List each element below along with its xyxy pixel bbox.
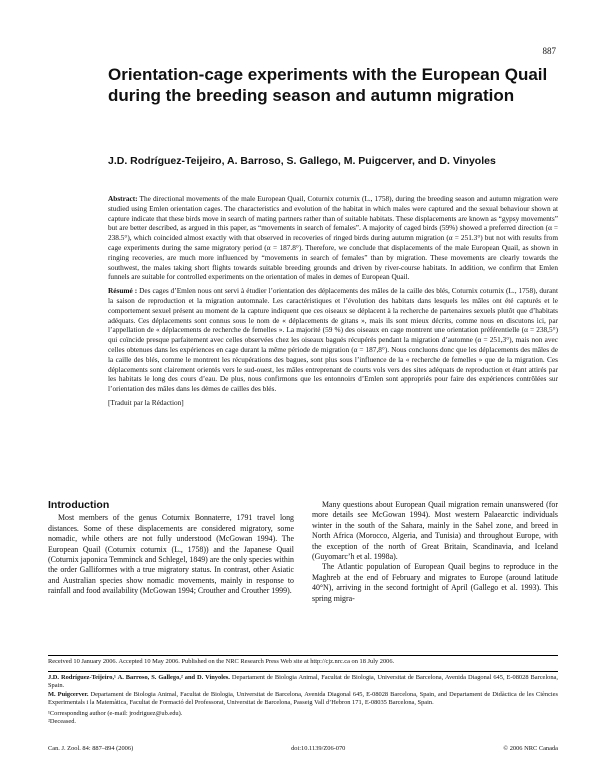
left-column bbox=[48, 500, 294, 604]
abstract-block bbox=[108, 194, 558, 412]
resume-text: Des cages d’Emlen nous ont servi à étudier l’orientation des déplacements des mâles de la caille des blés, Coturnix coturnix (L., 1758), durant la saison de reproduction et la migration automnale. Les caractéristiques et l’évolution des habitats dans lesquels les mâles ont été capturés et le comportement sexuel présent au moment de la capture indiquent que ces oiseaux se déplacent à la recherche de partenaires sexuels plutôt que d’habitats adéquats. Ces déplacements sont connus sous le nom de « déplacements de gitans », mais ils sont mieux décrits, comme nous en discutons ici, par l’appellation de « déplacements de recherche de femelles ». La majorité (59 %) des oiseaux en cage montrent une orientation préférentielle (α = 238,5°) qui coïncide presque parfaitement avec celles observées chez les oiseaux bagués récupérés pendant la migration d’automne (α = 251,3°), mais non avec celles obtenues dans les expériences en cage durant la même période de migration (α = 187,8°). Nous concluons donc que les déplacements des mâles de la caille des blés, comme le montrent les récupérations des bagues, sont plus sous l’influence de la « recherche de femelles » que de la migration. Ces déplacements sont clairement orientés vers le sud-ouest, les mâles entreprenant de courts vols vers des sites adéquats de reproduction et étant attirés par les habitats le long des cours d’eau. De plus, nous confirmons que les entonnoirs d’Emlen sont appropriés pour faire des expériences contrôlées sur l’orientation des mâles dans les dèmes de cailles des blés. bbox=[108, 286, 558, 394]
doi: doi:10.1139/Z06-070 bbox=[291, 745, 346, 752]
intro-paragraph-1: Most members of the genus Coturnix Bonnaterre, 1791 travel long distances. Some of these displacements are considered migratory, some nomadic, while others are not fully understood (McGowan 1994). The European Quail (Coturnix coturnix (L., 1758)) and the Japanese Quail (Coturnix japonica Temminck and Schlegel, 1849) are the only species within the order Galliformes with a true migratory status. In contrast, other Asiatic and Australian species show nomadic movements, mainly in response to rainfall and food availability (McGowan 1994; Crouther and Crouther 1999). bbox=[48, 513, 294, 596]
intro-paragraph-2: Many questions about European Quail migration remain unanswered (for more details see McGowan 1994). Most western Palaearctic individuals winter in the south of the Sahara, mainly in the Sahel zone, and breed in North Africa (Morocco, Algeria, and Tunisia) and throughout Europe, with the exception of the north of Great Britain, Scandinavia, and Iceland (Guyomarc’h et al. 1998a). bbox=[312, 500, 558, 562]
abstract-paragraph bbox=[108, 194, 558, 282]
journal-citation: Can. J. Zool. 84: 887–894 (2006) bbox=[48, 745, 134, 752]
affiliation-1-text: Departament de Biologia Animal, Facultat de Biologia, Universitat de Barcelona, Avenida Diagonal 645, E-08028 Barcelona, Spain. bbox=[48, 674, 558, 690]
body-columns bbox=[48, 500, 558, 604]
footnote-2: ²Deceased. bbox=[48, 718, 76, 726]
page-footer bbox=[48, 745, 558, 752]
divider bbox=[48, 671, 558, 672]
author-list: J.D. Rodríguez-Teijeiro, A. Barroso, S. Gallego, M. Puigcerver, and D. Vinyoles bbox=[108, 155, 496, 167]
affiliations-block bbox=[48, 674, 558, 727]
intro-paragraph-3: The Atlantic population of European Quail begins to reproduce in the Maghreb at the end of February and migrates to Europe (around latitude 40°N), arriving in the second fortnight of April (Gallego et al. 1993). This spring migra- bbox=[312, 562, 558, 603]
affiliation-2-text: Departament de Biologia Animal, Facultat de Biologia, Universitat de Barcelona, Avenida Diagonal 645, E-08028 Barcelona, Spain, and Departament de Didàctica de les Ciències Experimentals i la Matemàtica, Facultat de Formació del Professorat, Universitat de Barcelona, Passeig Vall d’Hebron 171, E-08035 Barcelona, Spain. bbox=[48, 690, 558, 706]
received-line: Received 10 January 2006. Accepted 10 May 2006. Published on the NRC Research Press Web site at http://cjz.nrc.ca on 18 July 2006. bbox=[48, 658, 395, 665]
affiliation-2 bbox=[48, 691, 558, 708]
affiliation-1-names: J.D. Rodríguez-Teijeiro,¹ A. Barroso, S. Gallego,² and D. Vinyoles. bbox=[48, 674, 230, 681]
footnote-1: ¹Corresponding author (e-mail: jrodriguez@ub.edu). bbox=[48, 710, 183, 718]
abstract-text: The directional movements of the male European Quail, Coturnix coturnix (L., 1758), during the breeding season and autumn migration were studied using Emlen orientation cages. The characteristics and evolution of the habitat in which males were captured and the sexual behaviour shown at capture indicate that these birds move in search of mating partners rather than of suitable habitats. These displacements are known as “gypsy movements” but are better described, as argued in this paper, as “movements in search of females”. A majority of caged birds (59%) showed a preferred direction (α = 238.5°), which coincided almost exactly with that observed in recoveries of ringed birds during autumn migration (α = 251.3°) but not with results from cage experiments during the same migratory period (α = 187.8°). Therefore, we conclude that displacements of the male European Quail, as shown in ringing recoveries, are much more influenced by “movements in search of females” than by migration. These movements are clearly towards the southwest, the males taking short flights towards suitable breeding grounds and driven by river-course habitats. In addition, we confirm that Emlen funnels are suitable for controlled experiments on the orientation of males in demes of European Quail. bbox=[108, 194, 558, 282]
divider bbox=[48, 655, 558, 656]
right-column bbox=[312, 500, 558, 604]
copyright: © 2006 NRC Canada bbox=[503, 745, 558, 752]
resume-paragraph bbox=[108, 286, 558, 394]
affiliation-2-names: M. Puigcerver. bbox=[48, 690, 89, 698]
article-title: Orientation-cage experiments with the European Quail during the breeding season and autumn migration bbox=[108, 65, 548, 105]
introduction-heading: Introduction bbox=[48, 499, 110, 511]
page-number: 887 bbox=[542, 46, 556, 56]
resume-label: Résumé : bbox=[108, 286, 138, 296]
translation-note: [Traduit par la Rédaction] bbox=[108, 397, 184, 407]
abstract-label: Abstract: bbox=[108, 194, 138, 203]
affiliation-1 bbox=[48, 674, 558, 691]
